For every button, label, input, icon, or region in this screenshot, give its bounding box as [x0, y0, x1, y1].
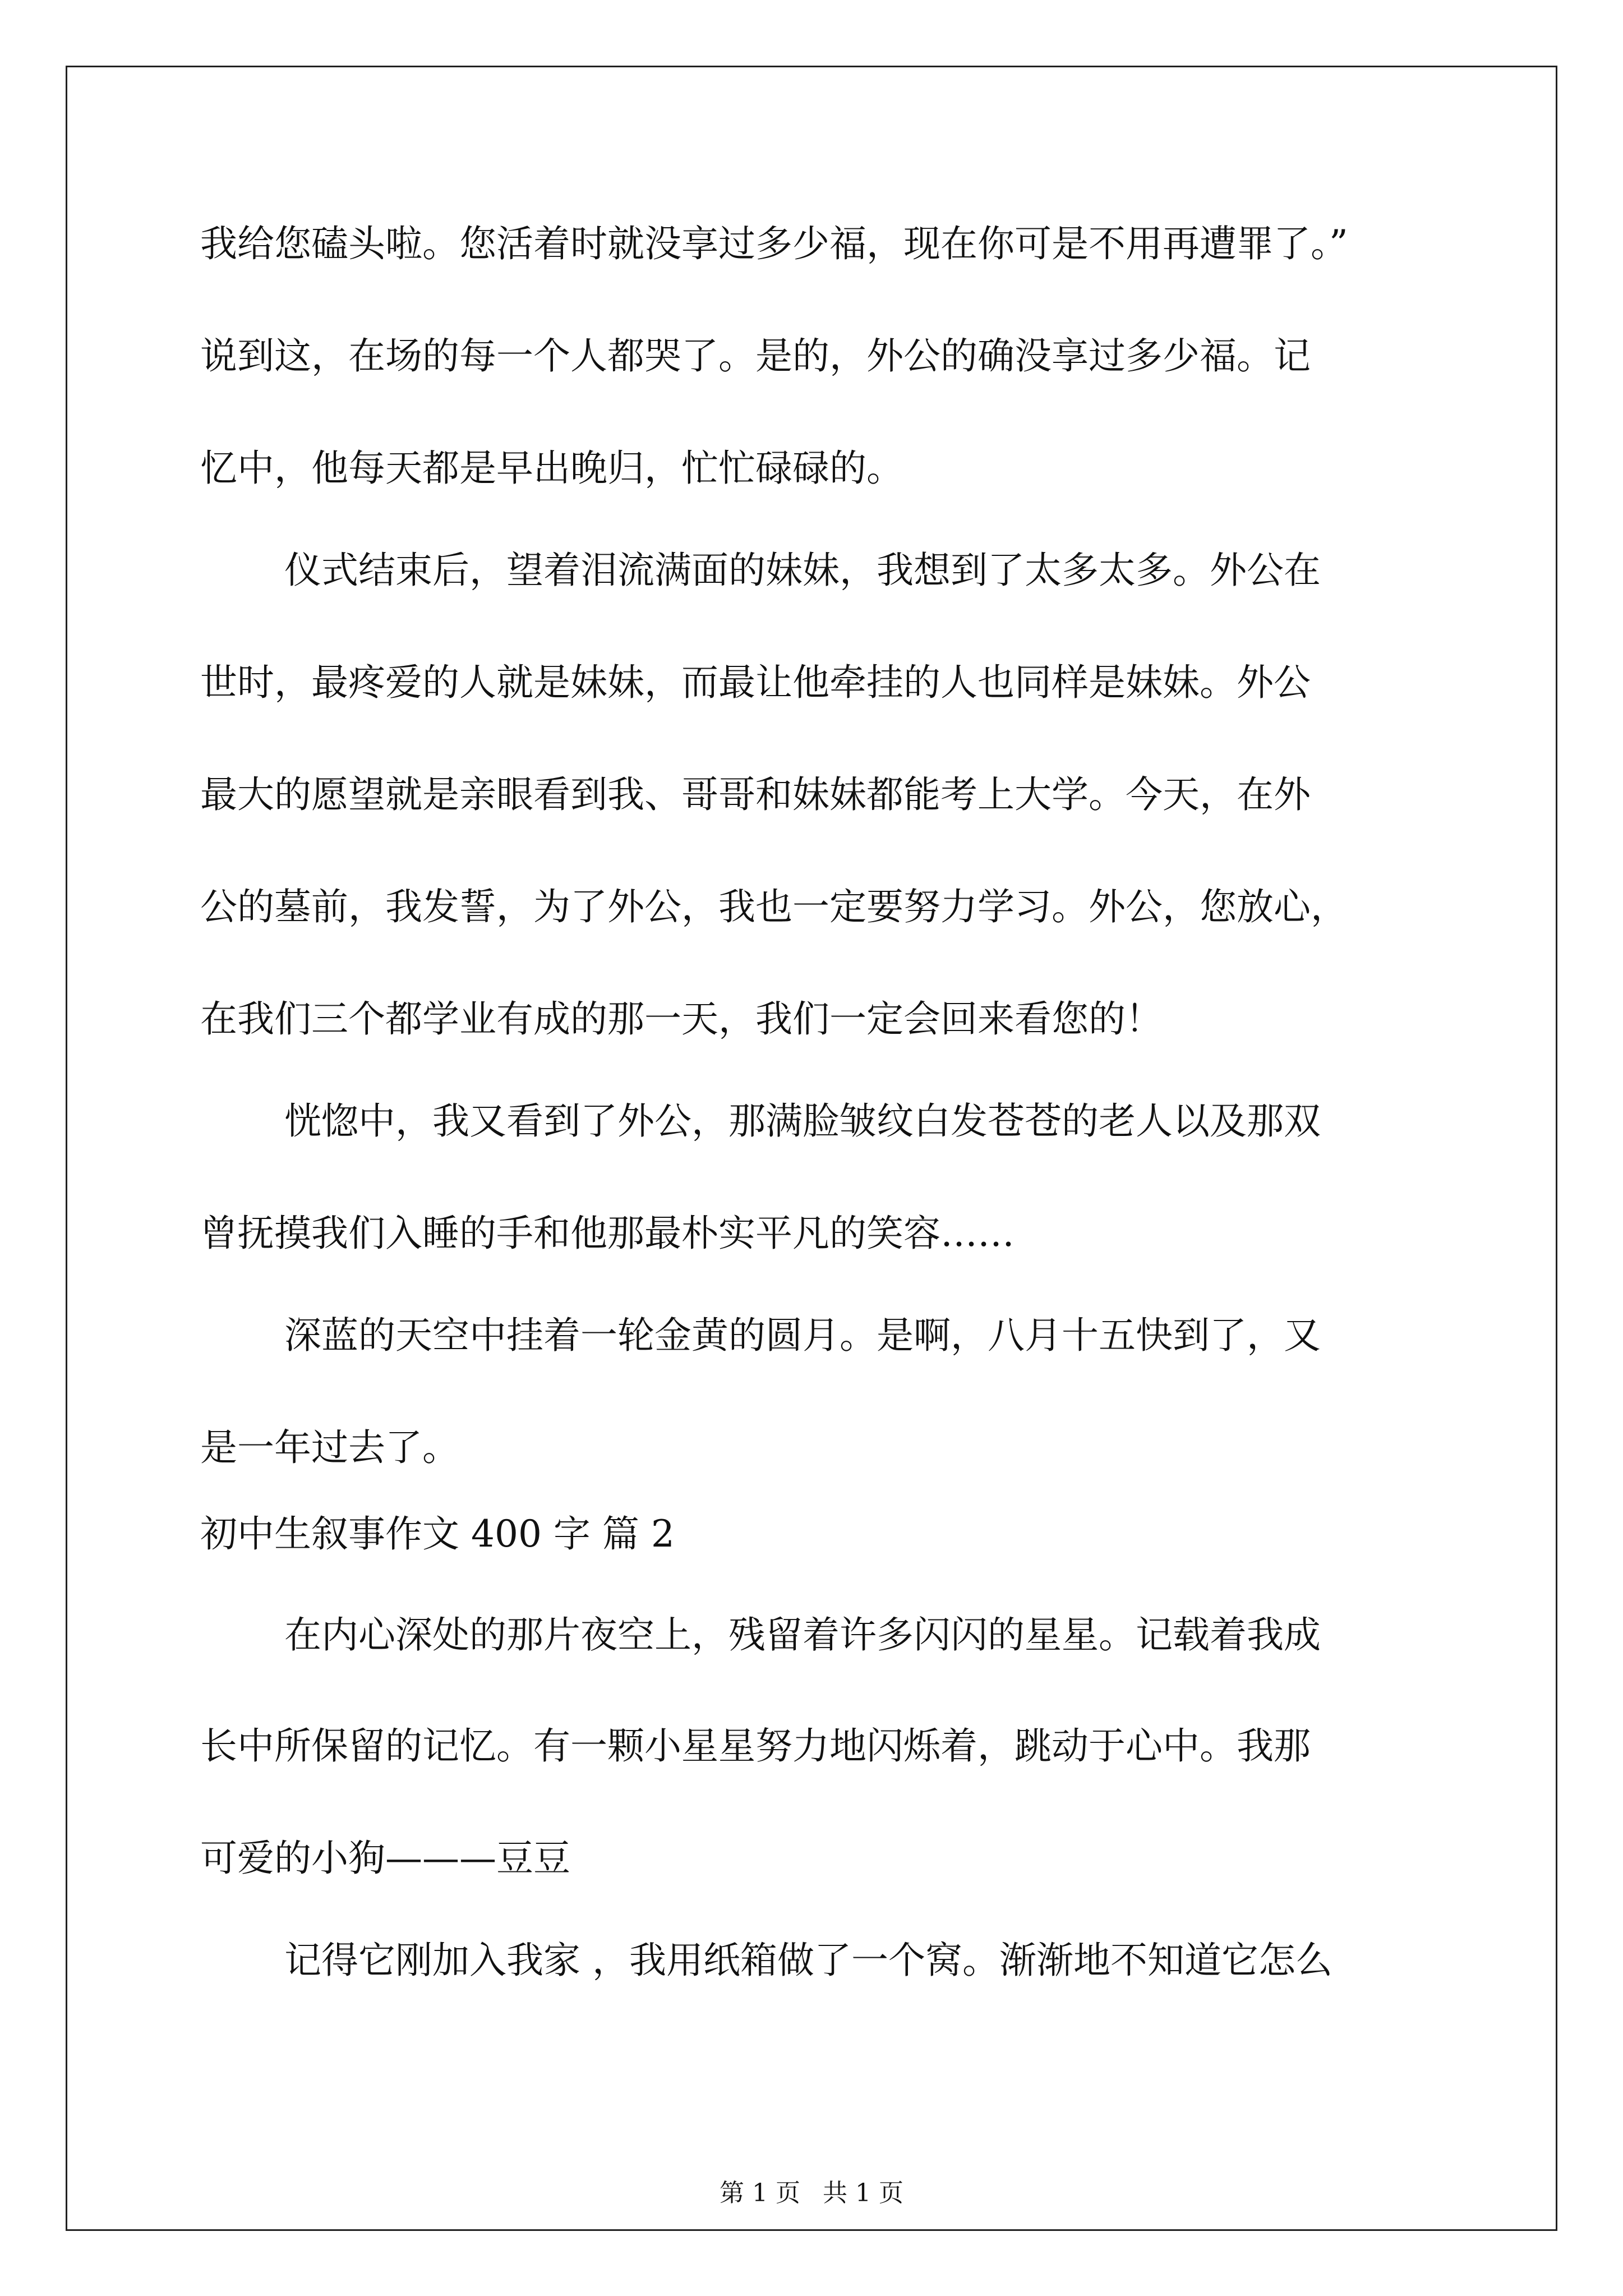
- paragraph-start-line: 深蓝的天空中挂着一轮金黄的圆月。是啊，八月十五快到了，又: [284, 1314, 1321, 1357]
- paragraph-start-line: 仪式结束后，望着泪流满面的妹妹，我想到了太多太多。外公在: [284, 549, 1321, 592]
- paragraph-start-line: 在内心深处的那片夜空上，残留着许多闪闪的星星。记载着我成: [284, 1613, 1321, 1657]
- text-line: 最大的愿望就是亲眼看到我、哥哥和妹妹都能考上大学。今天，在外: [200, 773, 1311, 816]
- section-heading: 初中生叙事作文 400 字 篇 2: [200, 1512, 675, 1556]
- paragraph-start-line: 记得它刚加入我家 ，我用纸箱做了一个窝。渐渐地不知道它怎么: [284, 1939, 1332, 1982]
- text-line: 是一年过去了。: [200, 1426, 459, 1469]
- page-number: 第 1 页: [720, 2179, 800, 2207]
- page-footer: [0, 2177, 1623, 2210]
- text-line: 世时，最疼爱的人就是妹妹，而最让他牵挂的人也同样是妹妹。外公: [200, 661, 1311, 704]
- page-total: 共 1 页: [823, 2179, 903, 2207]
- text-line: 公的墓前，我发誓，为了外公，我也一定要努力学习。外公，您放心，: [200, 885, 1348, 928]
- text-line: 忆中，他每天都是早出晚归，忙忙碌碌的。: [200, 447, 903, 490]
- text-line: 说到这，在场的每一个人都哭了。是的，外公的确没享过多少福。记: [200, 334, 1311, 378]
- page-border: [66, 66, 1557, 2231]
- text-line: 长中所保留的记忆。有一颗小星星努力地闪烁着，跳动于心中。我那: [200, 1724, 1311, 1768]
- text-line: 曾抚摸我们入睡的手和他那最朴实平凡的笑容……: [200, 1212, 1015, 1255]
- text-line: 在我们三个都学业有成的那一天，我们一定会回来看您的！: [200, 997, 1163, 1041]
- paragraph-start-line: 恍惚中，我又看到了外公，那满脸皱纹白发苍苍的老人以及那双: [284, 1099, 1321, 1143]
- text-line: 我给您磕头啦。您活着时就没享过多少福，现在你可是不用再遭罪了。”: [200, 222, 1348, 265]
- text-line: 可爱的小狗———豆豆: [200, 1837, 570, 1880]
